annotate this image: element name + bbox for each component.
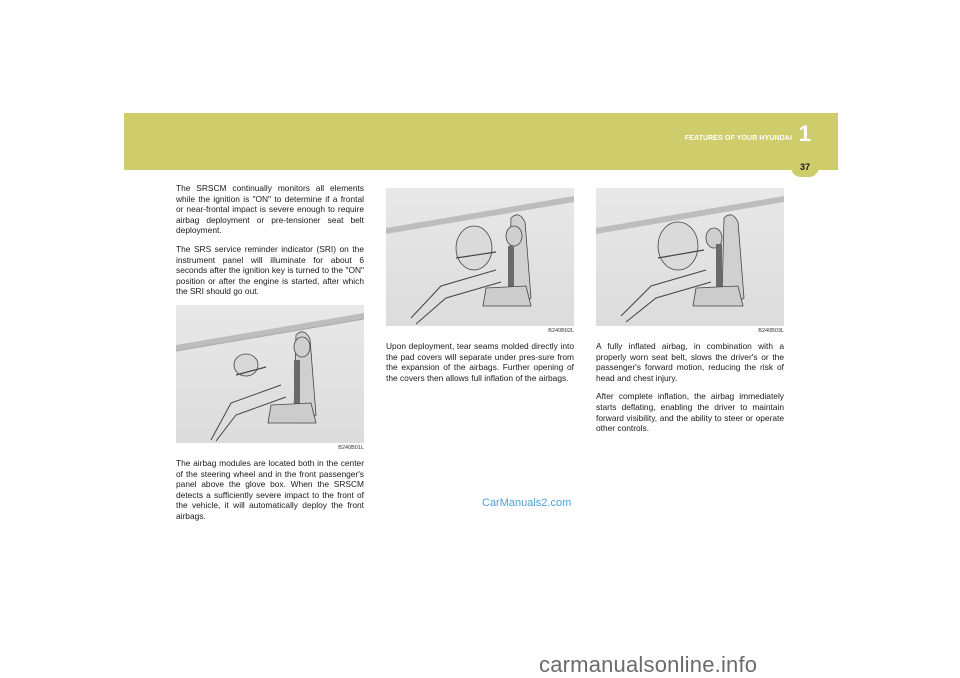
figure-code-3: B240B03L [758,328,784,334]
paragraph-airbag-modules: The airbag modules are located both in the center of the steering wheel and in the front passenger's panel above the glove box. When the SRSCM detects a sufficiently severe impact to the front of the vehicle, it will automatically deploy the front airbags. [176,457,364,521]
airbag-illustration-3 [596,188,784,326]
paragraph-sri-indicator: The SRS service reminder indicator (SRI) on the instrument panel will illuminate for about 6 seconds after the ignition key is turned to the "ON" position or after the engine is started, after which the SRI should go out. [176,243,364,297]
column-3 [596,188,784,442]
watermark-carmanualsonline: carmanualsonline.info [539,652,758,677]
paragraph-deployment: Upon deployment, tear seams molded directly into the pad covers will separate under pres-sure from the expansion of the airbags. Further opening of the covers then allows full inflation of the airbags. [386,341,574,383]
watermark-carmanuals2[interactable]: CarManuals2.com [482,497,572,509]
driver-airbag-small-icon [176,305,364,443]
paragraph-inflated-airbag: A fully inflated airbag, in combination with a properly worn seat belt, slows the driver's or the passenger's forward motion, reducing the risk of head and chest injury. [596,341,784,383]
column-2 [386,188,574,391]
chapter-number: 1 [798,121,811,146]
airbag-deploying-icon [386,188,574,326]
airbag-inflated-icon [596,188,784,326]
header-band [124,113,838,170]
paragraph-deflating: After complete inflation, the airbag immediately starts deflating, enabling the driver to maintain forward visibility, and the ability to steer or operate other controls. [596,391,784,434]
figure-code-1: B240B01L [338,444,364,451]
airbag-illustration-1 [176,305,364,443]
column-1 [176,183,364,530]
paragraph-srscm-monitoring: The SRSCM continually monitors all elements while the ignition is "ON" to determine if a frontal or near-frontal impact is severe enough to require airbag deployment or pre-tensioner seat belt deployment. [176,183,364,236]
page-number: 37 [791,157,819,177]
airbag-illustration-2 [386,188,574,326]
chapter-title: FEATURES OF YOUR HYUNDAI [684,135,792,142]
figure-code-2: B240B02L [548,328,574,334]
